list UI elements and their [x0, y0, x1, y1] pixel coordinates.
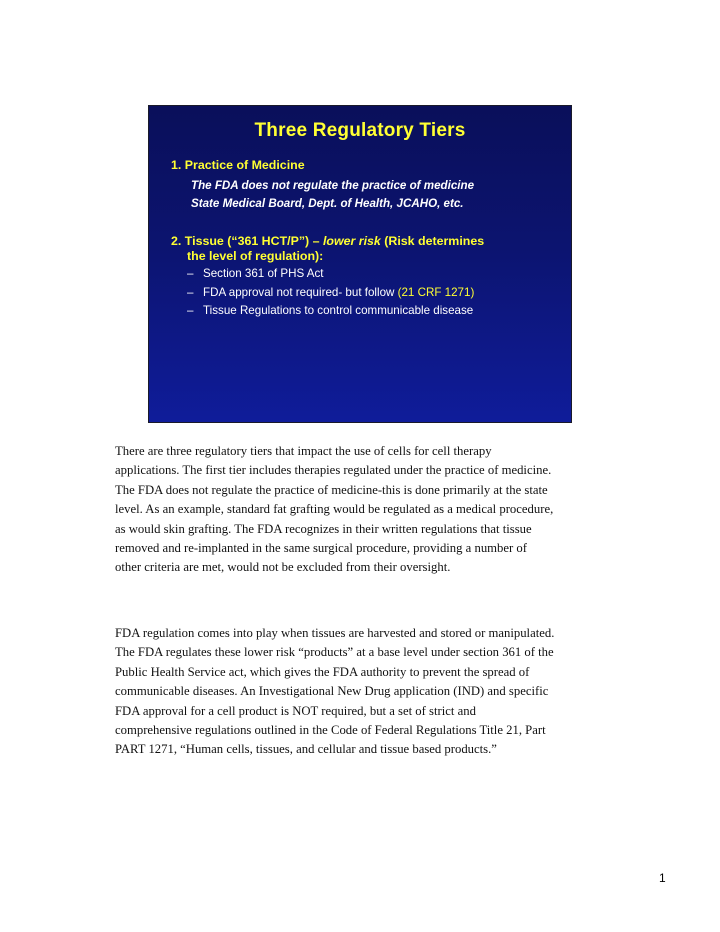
text-line: as would skin grafting. The FDA recognizes in their written regulations that tissue — [115, 521, 532, 536]
page-number: 1 — [659, 871, 666, 885]
text-line: other criteria are met, would not be excluded from their oversight. — [115, 560, 451, 575]
tier2-bullet — [187, 267, 324, 280]
tier2-heading-pre: 2. Tissue (“361 HCT/P”) – — [171, 234, 323, 248]
tier2-bullet — [187, 304, 473, 317]
bullet-dash: – — [187, 304, 194, 317]
text-line: level. As an example, standard fat grafting would be regulated as a medical procedure, — [115, 502, 554, 517]
text-line: FDA approval for a cell product is NOT required, but a set of strict and — [115, 703, 476, 718]
tier2-bullet — [187, 286, 474, 299]
notes-paragraph-2 — [115, 624, 615, 760]
tier2-heading — [171, 233, 484, 249]
tier1-heading: 1. Practice of Medicine — [171, 158, 305, 172]
text-line: comprehensive regulations outlined in the Code of Federal Regulations Title 21, Part — [115, 723, 546, 738]
bullet-highlight: (21 CRF 1271) — [397, 286, 475, 299]
text-line: There are three regulatory tiers that impact the use of cells for cell therapy — [115, 444, 492, 458]
text-line: applications. The first tier includes therapies regulated under the practice of medicine. — [115, 463, 552, 478]
presentation-slide — [148, 105, 572, 423]
tier2-heading-lower-risk: lower risk — [322, 234, 381, 248]
tier1-line-1: The FDA does not regulate the practice of medicine — [191, 179, 475, 192]
text-line: FDA regulation comes into play when tissues are harvested and stored or manipulated. — [115, 626, 555, 640]
slide-title: Three Regulatory Tiers — [254, 120, 466, 141]
text-line: The FDA does not regulate the practice of medicine-this is done primarily at the state — [115, 482, 548, 497]
text-line: PART 1271, “Human cells, tissues, and cellular and tissue based products.” — [115, 742, 497, 757]
bullet-text: Section 361 of PHS Act — [203, 267, 324, 280]
notes-paragraph-1 — [115, 442, 615, 578]
bullet-dash: – — [187, 286, 194, 299]
tier2-heading-post: (Risk determines — [380, 234, 485, 248]
bullet-text: FDA approval not required- but follow — [203, 286, 398, 299]
tier2-heading-line2: the level of regulation): — [187, 249, 324, 263]
text-line: communicable diseases. An Investigational New Drug application (IND) and specific — [115, 684, 549, 699]
tier1-line-2: State Medical Board, Dept. of Health, JCAHO, etc. — [191, 197, 464, 210]
text-line: Public Health Service act, which gives the FDA authority to prevent the spread of — [115, 664, 530, 679]
text-line: removed and re-implanted in the same surgical procedure, providing a number of — [115, 541, 527, 556]
bullet-text: Tissue Regulations to control communicable disease — [203, 304, 474, 317]
bullet-dash: – — [187, 267, 194, 280]
text-line: The FDA regulates these lower risk “products” at a base level under section 361 of the — [115, 645, 554, 660]
